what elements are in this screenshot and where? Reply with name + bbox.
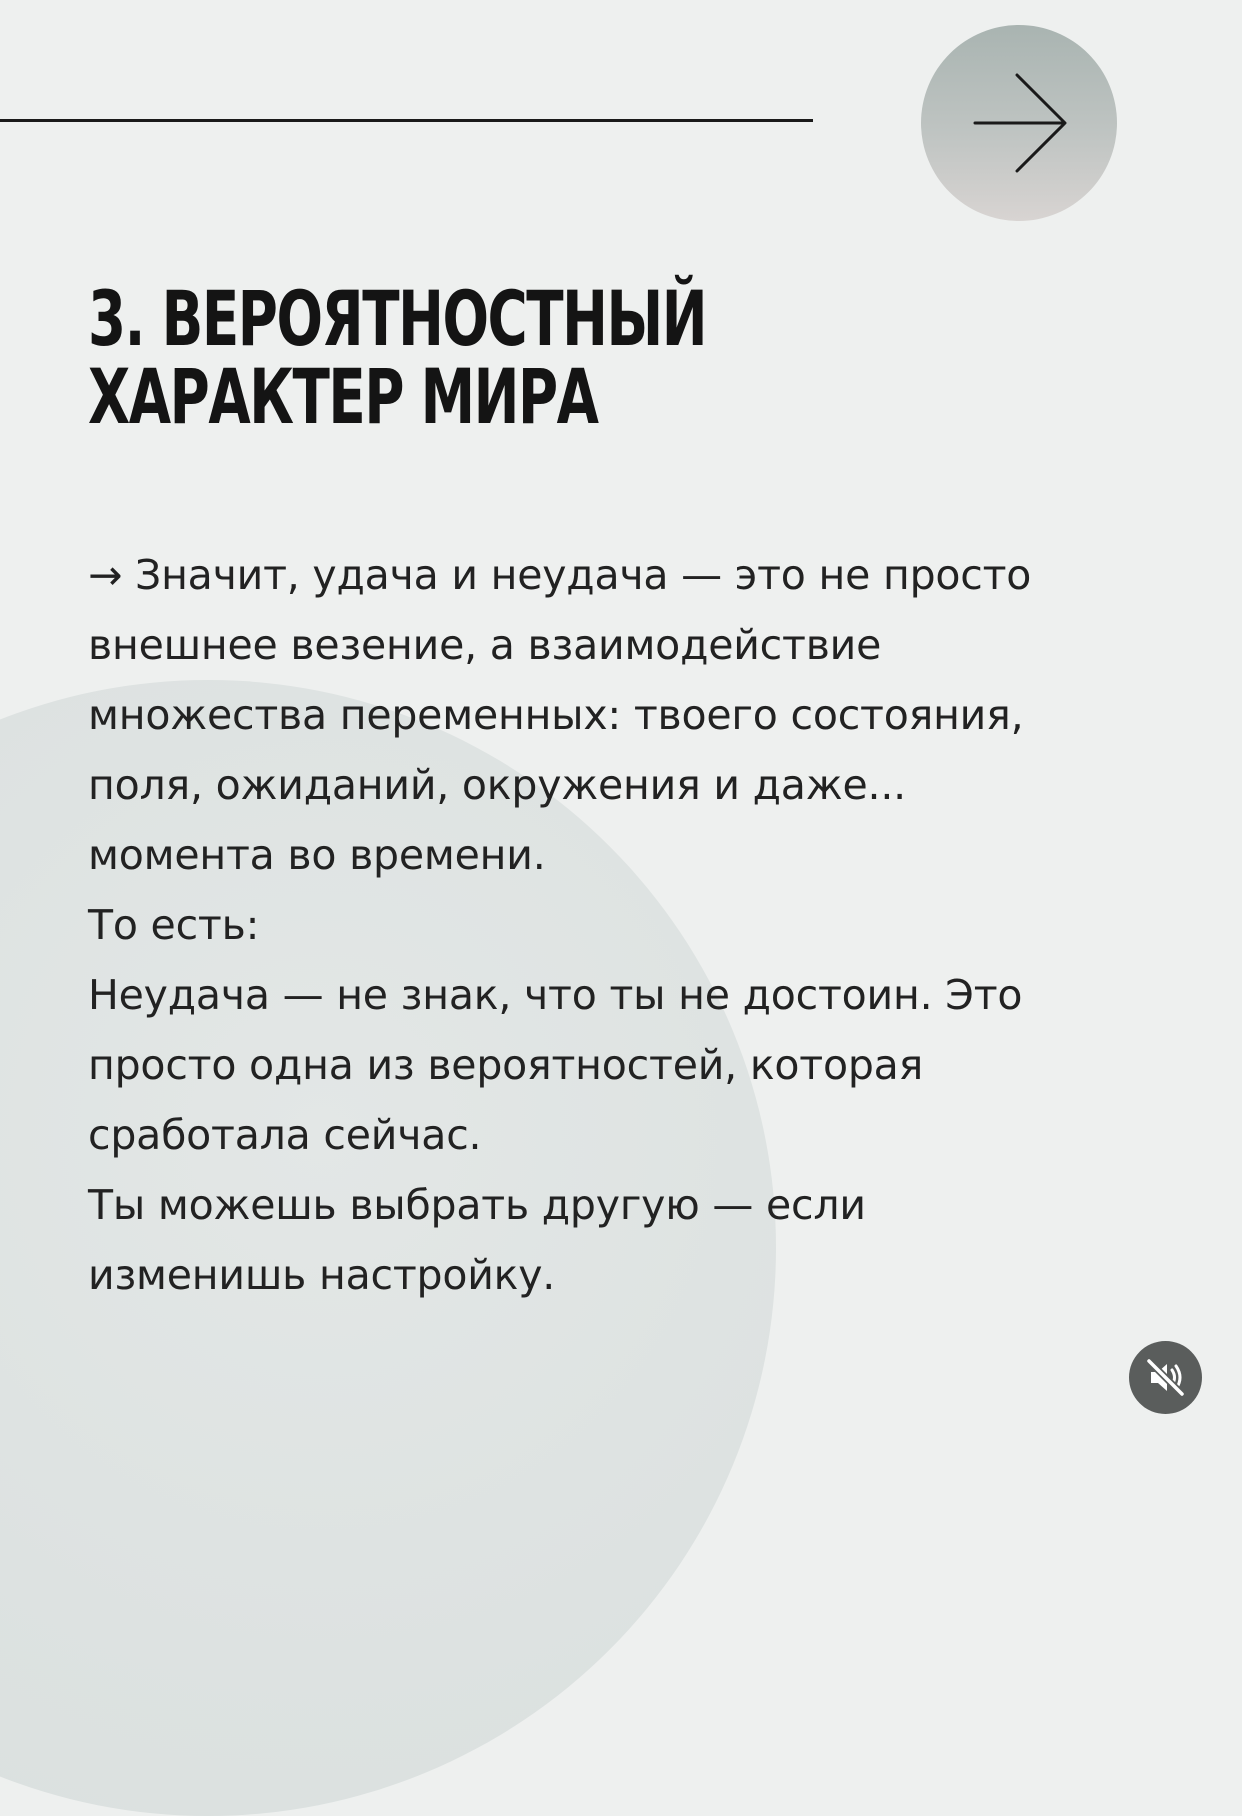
slide-title [88, 274, 707, 441]
body-line: То есть: [88, 901, 260, 949]
slide-body [88, 540, 1138, 1310]
body-line: поля, ожиданий, окружения и даже... [88, 761, 906, 809]
divider-line [0, 119, 813, 122]
body-line: изменишь настройку. [88, 1251, 556, 1299]
body-line: внешнее везение, а взаимодействие [88, 621, 882, 669]
slide-title-line-2: ХАРАКТЕР МИРА [88, 352, 598, 441]
next-slide-button[interactable] [921, 25, 1117, 221]
body-line: Неудача — не знак, что ты не достоин. Это [88, 971, 1023, 1019]
speaker-muted-icon [1129, 1341, 1202, 1414]
body-line: → Значит, удача и неудача — это не просто [88, 551, 1032, 599]
body-line: сработала сейчас. [88, 1111, 482, 1159]
mute-toggle-button[interactable] [1129, 1341, 1202, 1414]
body-line: просто одна из вероятностей, которая [88, 1041, 924, 1089]
slide-title-line-1: 3. ВЕРОЯТНОСТНЫЙ [88, 274, 707, 363]
arrow-right-icon [921, 25, 1117, 221]
body-line: момента во времени. [88, 831, 546, 879]
body-line: множества переменных: твоего состояния, [88, 691, 1024, 739]
body-line: Ты можешь выбрать другую — если [88, 1181, 866, 1229]
